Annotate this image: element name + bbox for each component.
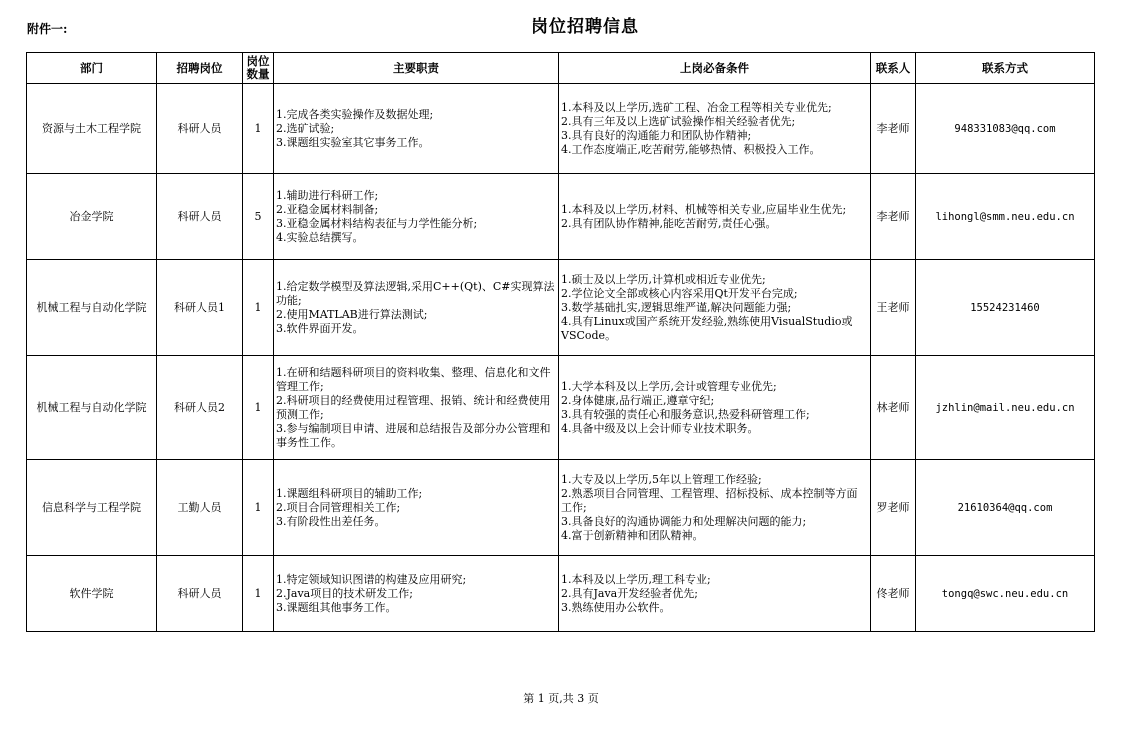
requirement-line: 2.身体健康,品行端正,遵章守纪; (561, 393, 715, 407)
attachment-label: 附件一: (27, 22, 68, 36)
duty-line: 2.选矿试验; (276, 121, 335, 135)
duty-line: 2.项目合同管理相关工作; (276, 500, 401, 514)
position-cell: 科研人员 (157, 174, 243, 260)
duties-cell (274, 556, 559, 632)
requirement-line: 3.熟练使用办公软件。 (561, 600, 671, 614)
contact-cell: 李老师 (871, 84, 916, 174)
recruitment-table (26, 52, 1095, 632)
requirement-line: 1.本科及以上学历,理工科专业; (561, 572, 711, 586)
duty-line: 1.完成各类实验操作及数据处理; (276, 107, 434, 121)
duty-line: 3.课题组实验室其它事务工作。 (276, 135, 430, 149)
duty-line: 3.软件界面开发。 (276, 321, 364, 335)
table-row (27, 356, 1095, 460)
duty-line: 2.亚稳金属材料制备; (276, 202, 379, 216)
page-title: 岗位招聘信息 (531, 17, 639, 37)
requirement-line: 4.富于创新精神和团队精神。 (561, 528, 704, 542)
contact-info-cell: 15524231460 (916, 260, 1095, 356)
duty-line: 1.特定领域知识图谱的构建及应用研究; (276, 572, 467, 586)
contact-cell: 佟老师 (871, 556, 916, 632)
duty-line: 3.亚稳金属材料结构表征与力学性能分析; (276, 216, 478, 230)
requirement-line: 4.具备中级及以上会计师专业技术职务。 (561, 421, 759, 435)
count-cell: 1 (243, 260, 274, 356)
requirements-cell (559, 260, 871, 356)
department-cell: 软件学院 (27, 556, 157, 632)
duty-line: 2.Java项目的技术研发工作; (276, 586, 413, 600)
count-cell: 1 (243, 84, 274, 174)
count-cell: 1 (243, 556, 274, 632)
requirement-line: 3.数学基础扎实,逻辑思维严谨,解决问题能力强; (561, 300, 792, 314)
count-cell: 1 (243, 356, 274, 460)
position-cell: 科研人员 (157, 556, 243, 632)
column-header-count: 岗位数量 (243, 53, 274, 84)
duties-cell (274, 260, 559, 356)
requirement-line: 2.学位论文全部或核心内容采用Qt开发平台完成; (561, 286, 798, 300)
requirement-line: 1.硕士及以上学历,计算机或相近专业优先; (561, 272, 766, 286)
duties-cell (274, 84, 559, 174)
contact-info-cell: 21610364@qq.com (916, 460, 1095, 556)
contact-cell: 王老师 (871, 260, 916, 356)
table-row (27, 260, 1095, 356)
requirement-line: 3.具有良好的沟通能力和团队协作精神; (561, 128, 752, 142)
duties-cell (274, 356, 559, 460)
requirement-line: 2.熟悉项目合同管理、工程管理、招标投标、成本控制等方面工作; (561, 486, 858, 514)
duties-cell (274, 174, 559, 260)
requirement-line: 4.工作态度端正,吃苦耐劳,能够热情、积极投入工作。 (561, 142, 821, 156)
requirement-line: 1.大学本科及以上学历,会计或管理专业优先; (561, 379, 777, 393)
requirement-line: 1.本科及以上学历,选矿工程、冶金工程等相关专业优先; (561, 100, 832, 114)
requirements-cell (559, 84, 871, 174)
table-header-row (27, 53, 1095, 84)
position-cell: 工勤人员 (157, 460, 243, 556)
department-cell: 冶金学院 (27, 174, 157, 260)
column-header-department: 部门 (27, 53, 157, 84)
requirement-line: 2.具有Java开发经验者优先; (561, 586, 698, 600)
duty-line: 3.有阶段性出差任务。 (276, 514, 386, 528)
duty-line: 3.课题组其他事务工作。 (276, 600, 397, 614)
requirements-cell (559, 460, 871, 556)
count-cell: 1 (243, 460, 274, 556)
column-header-contact: 联系人 (871, 53, 916, 84)
duty-line: 2.使用MATLAB进行算法测试; (276, 307, 428, 321)
duties-cell (274, 460, 559, 556)
column-header-position: 招聘岗位 (157, 53, 243, 84)
contact-info-cell: tongq@swc.neu.edu.cn (916, 556, 1095, 632)
department-cell: 机械工程与自动化学院 (27, 356, 157, 460)
requirements-cell (559, 556, 871, 632)
table-row (27, 460, 1095, 556)
table-row (27, 174, 1095, 260)
requirement-line: 3.具备良好的沟通协调能力和处理解决问题的能力; (561, 514, 807, 528)
requirement-line: 1.大专及以上学历,5年以上管理工作经验; (561, 472, 762, 486)
requirement-line: 4.具有Linux或国产系统开发经验,熟练使用VisualStudio或VSCode。 (561, 314, 853, 342)
contact-cell: 李老师 (871, 174, 916, 260)
table-row (27, 84, 1095, 174)
requirements-cell (559, 356, 871, 460)
contact-info-cell: jzhlin@mail.neu.edu.cn (916, 356, 1095, 460)
page-number: 第 1 页,共 3 页 (523, 692, 599, 705)
duty-line: 1.给定数学模型及算法逻辑,采用C++(Qt)、C#实现算法功能; (276, 279, 555, 307)
position-cell: 科研人员2 (157, 356, 243, 460)
requirement-line: 1.本科及以上学历,材料、机械等相关专业,应届毕业生优先; (561, 202, 847, 216)
table-row (27, 556, 1095, 632)
count-cell: 5 (243, 174, 274, 260)
contact-cell: 林老师 (871, 356, 916, 460)
duty-line: 1.课题组科研项目的辅助工作; (276, 486, 423, 500)
duty-line: 4.实验总结撰写。 (276, 230, 364, 244)
department-cell: 信息科学与工程学院 (27, 460, 157, 556)
duty-line: 1.在研和结题科研项目的资料收集、整理、信息化和文件管理工作; (276, 365, 551, 393)
column-header-duties: 主要职责 (274, 53, 559, 84)
requirement-line: 2.具有三年及以上选矿试验操作相关经验者优先; (561, 114, 796, 128)
column-header-contact-info: 联系方式 (916, 53, 1095, 84)
column-header-requirements: 上岗必备条件 (559, 53, 871, 84)
contact-cell: 罗老师 (871, 460, 916, 556)
contact-info-cell: lihongl@smm.neu.edu.cn (916, 174, 1095, 260)
duty-line: 1.辅助进行科研工作; (276, 188, 379, 202)
requirements-cell (559, 174, 871, 260)
duty-line: 3.参与编制项目申请、进展和总结报告及部分办公管理和事务性工作。 (276, 421, 551, 449)
position-cell: 科研人员 (157, 84, 243, 174)
requirement-line: 3.具有较强的责任心和服务意识,热爱科研管理工作; (561, 407, 810, 421)
duty-line: 2.科研项目的经费使用过程管理、报销、统计和经费使用预测工作; (276, 393, 551, 421)
contact-info-cell: 948331083@qq.com (916, 84, 1095, 174)
department-cell: 资源与土木工程学院 (27, 84, 157, 174)
position-cell: 科研人员1 (157, 260, 243, 356)
department-cell: 机械工程与自动化学院 (27, 260, 157, 356)
requirement-line: 2.具有团队协作精神,能吃苦耐劳,责任心强。 (561, 216, 777, 230)
